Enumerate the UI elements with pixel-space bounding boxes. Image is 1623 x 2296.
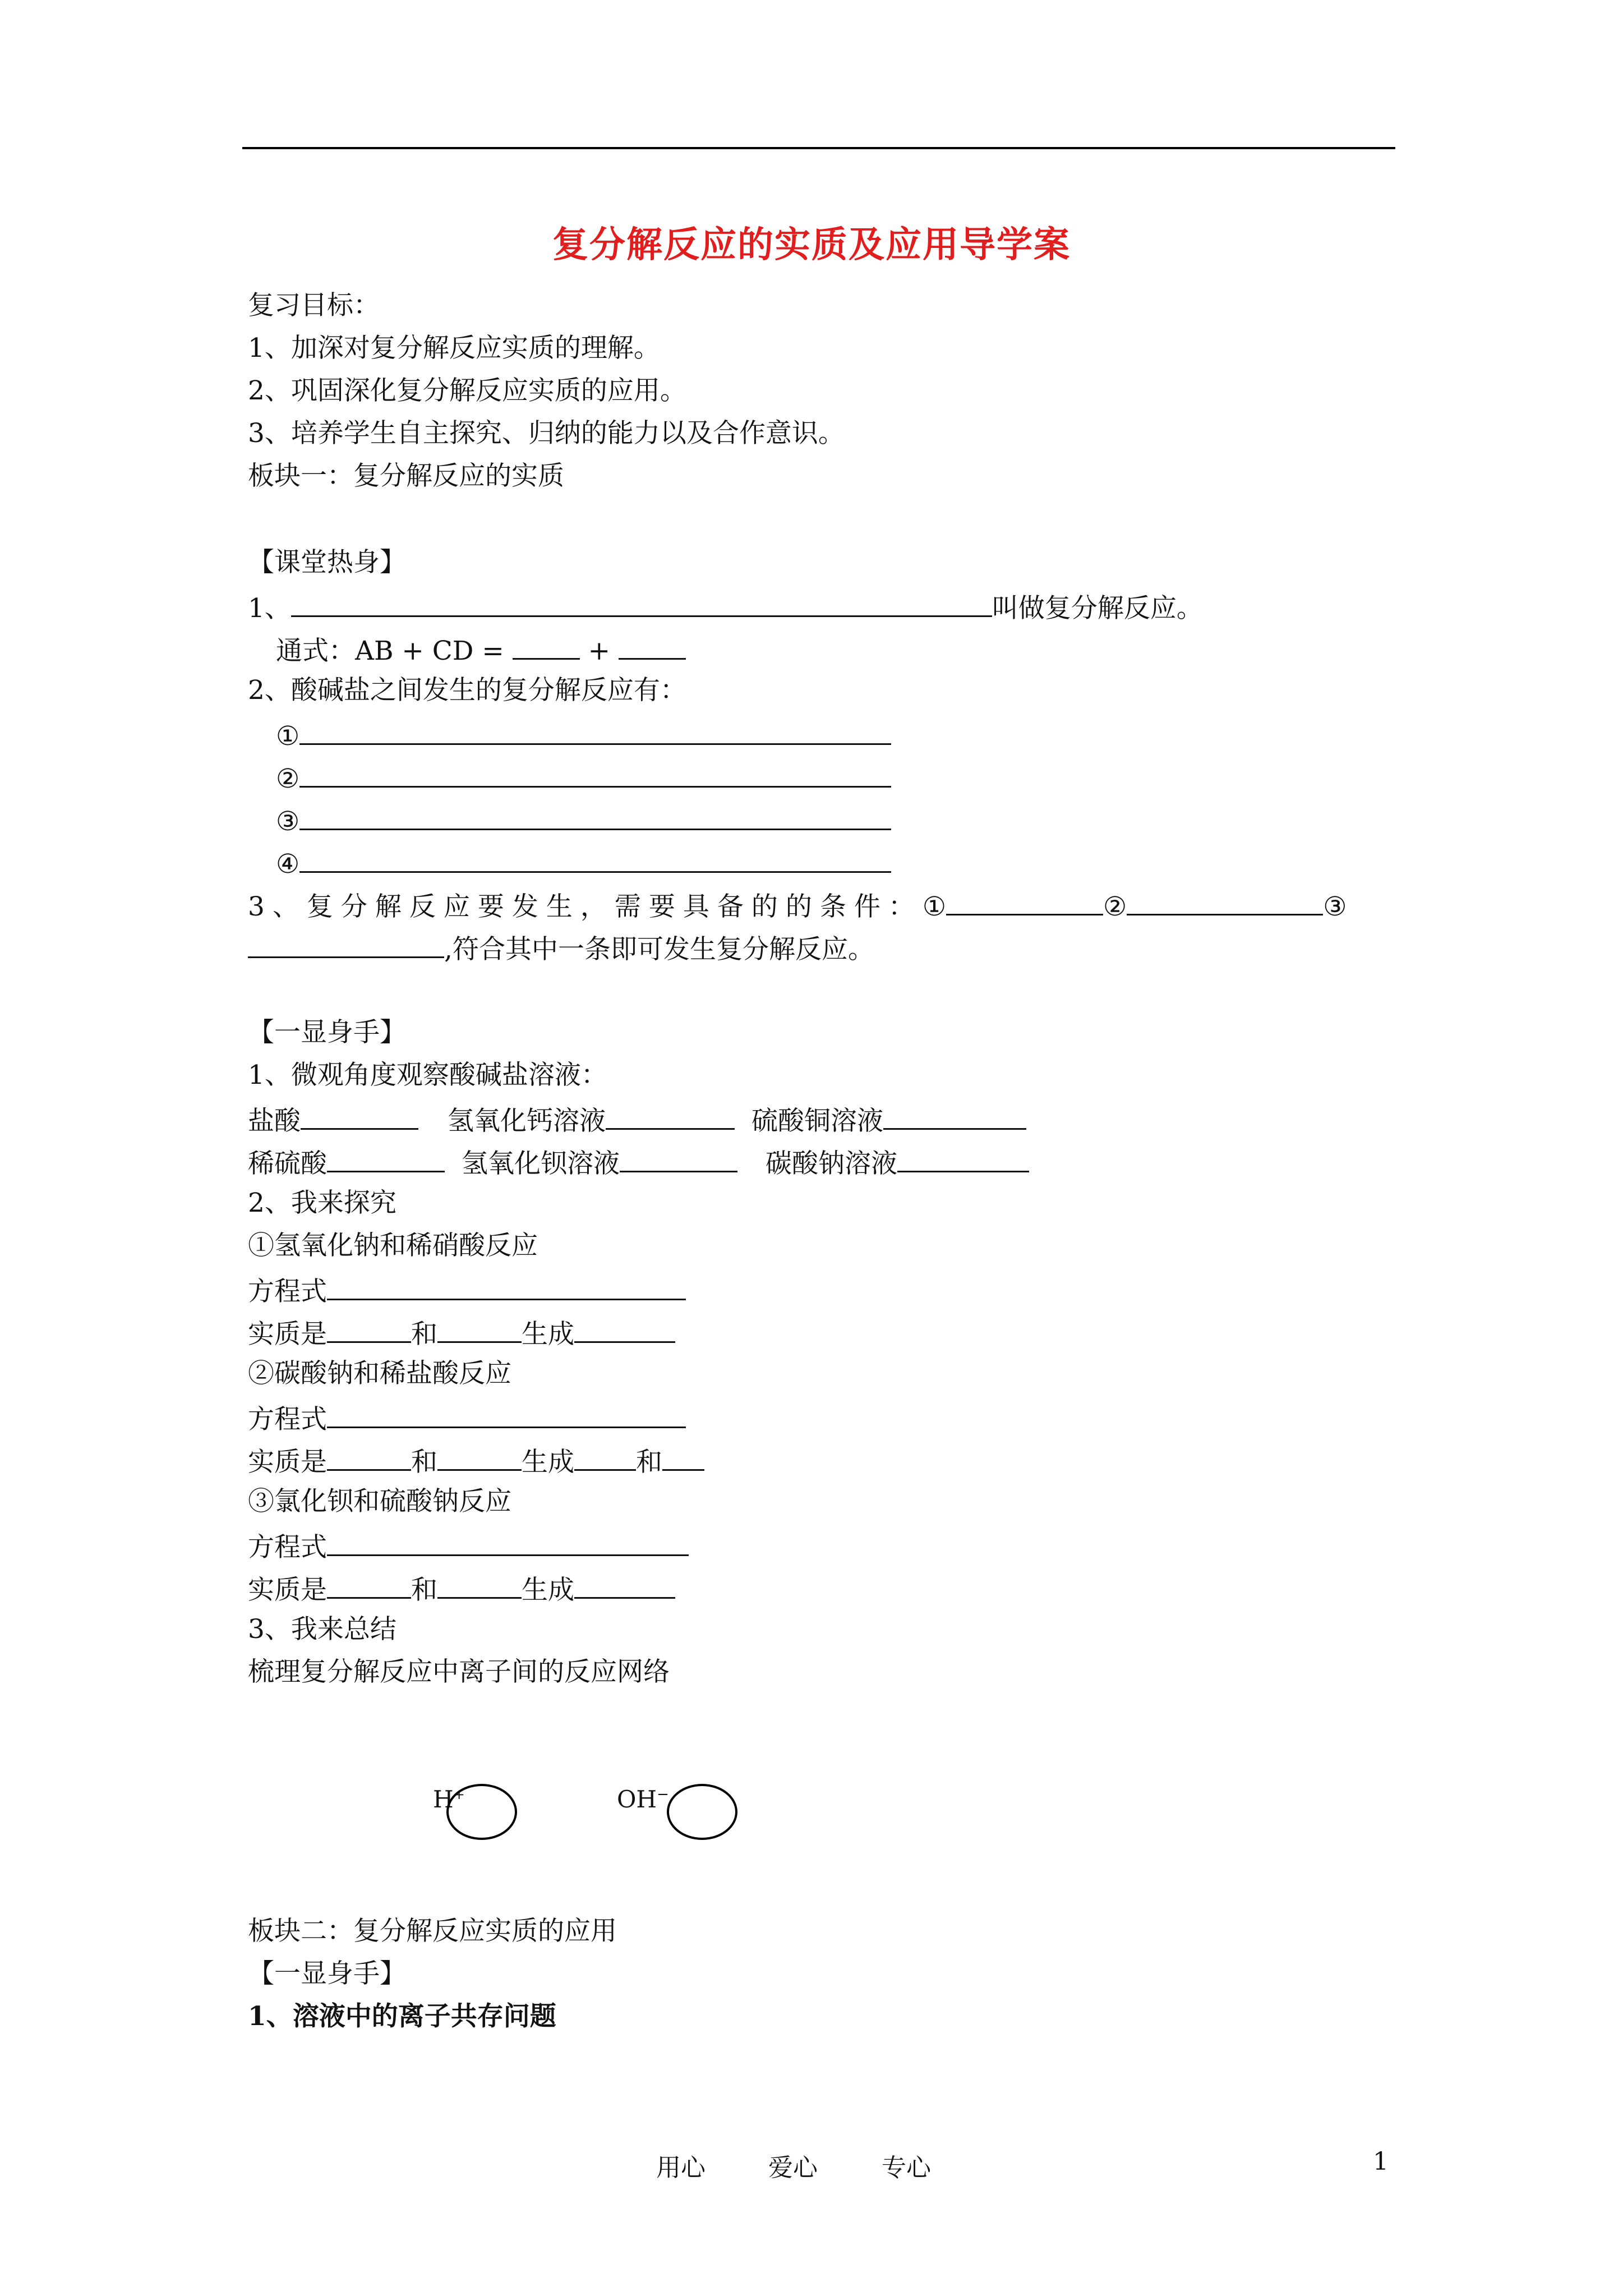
- equation-label: 方程式: [248, 1276, 327, 1307]
- formula-blank-1[interactable]: [513, 631, 580, 660]
- solution-caoh2: 氢氧化钙溶液: [448, 1106, 606, 1137]
- warmup-q3: [248, 887, 1347, 924]
- oh-ion-label: [617, 1786, 669, 1813]
- warmup-q2: 2、酸碱盐之间发生的复分解反应有：: [248, 675, 686, 706]
- produce-label: 生成: [522, 1319, 574, 1350]
- h-ion-symbol: H: [433, 1786, 454, 1813]
- show-q2: 2、我来探究: [248, 1188, 396, 1218]
- formula-blank-2[interactable]: [619, 631, 686, 660]
- solution-cuso4: 硫酸铜溶液: [751, 1106, 883, 1137]
- q3-prefix: 3、复分解反应要发生，需要具备的的条件：: [248, 891, 923, 922]
- reaction-blank-1[interactable]: [299, 716, 891, 745]
- reaction-line-1: [276, 716, 891, 753]
- condition-blank-2[interactable]: [1127, 887, 1323, 915]
- blank-baoh2[interactable]: [620, 1144, 737, 1172]
- show-q1: 1、微观角度观察酸碱盐溶液：: [248, 1060, 607, 1091]
- definition-blank[interactable]: [291, 588, 992, 617]
- and-label: 和: [411, 1575, 437, 1605]
- oh-ion-oval: [667, 1784, 737, 1840]
- goal-item-3: 3、培养学生自主探究、归纳的能力以及合作意识。: [248, 418, 845, 449]
- h-ion-charge: +: [453, 1787, 465, 1802]
- footer-word-2: 爱心: [768, 2154, 818, 2182]
- q3-suffix: ,符合其中一条即可发生复分解反应。: [444, 934, 874, 965]
- exp1-ion-blank-1[interactable]: [327, 1314, 411, 1343]
- reaction-blank-3[interactable]: [299, 802, 891, 830]
- footer-word-3: 专心: [882, 2154, 931, 2182]
- solutions-row-1: [248, 1101, 1026, 1138]
- condition-mark-2: ②: [1103, 891, 1127, 922]
- exp2-essence: [248, 1442, 704, 1479]
- and-label: 和: [636, 1447, 662, 1478]
- formula-plus: +: [579, 636, 619, 666]
- blank-cuso4[interactable]: [883, 1101, 1026, 1130]
- formula-prefix: 通式：AB + CD =: [276, 636, 513, 666]
- produce-label: 生成: [522, 1447, 574, 1478]
- exp1-essence: [248, 1314, 675, 1351]
- q1-number: 1、: [248, 593, 291, 624]
- exp2-product-blank-2[interactable]: [662, 1442, 704, 1471]
- exp3-essence: [248, 1570, 675, 1607]
- blank-h2so4[interactable]: [327, 1144, 445, 1172]
- exp2-ion-blank-1[interactable]: [327, 1442, 411, 1471]
- condition-blank-3[interactable]: [248, 930, 444, 958]
- module2-q1: 1、溶液中的离子共存问题: [248, 2001, 556, 2032]
- show-heading: 【一显身手】: [248, 1017, 406, 1048]
- reaction-line-4: [276, 844, 891, 881]
- solution-hcl: 盐酸: [248, 1106, 301, 1137]
- equation-label: 方程式: [248, 1404, 327, 1435]
- oh-ion-symbol: OH: [617, 1786, 657, 1813]
- footer-word-1: 用心: [656, 2154, 706, 2182]
- exp3-ion-blank-1[interactable]: [327, 1570, 411, 1599]
- blank-na2co3[interactable]: [897, 1144, 1029, 1172]
- reaction-blank-2[interactable]: [299, 759, 891, 788]
- exp2-ion-blank-2[interactable]: [437, 1442, 522, 1471]
- experiment-1: ①氢氧化钠和稀硝酸反应: [248, 1230, 538, 1261]
- exp2-equation: [248, 1400, 686, 1437]
- essence-label: 实质是: [248, 1447, 327, 1478]
- show-q3: 3、我来总结: [248, 1614, 396, 1645]
- exp1-ion-blank-2[interactable]: [437, 1314, 522, 1343]
- condition-blank-1[interactable]: [946, 887, 1103, 915]
- experiment-2: ②碳酸钠和稀盐酸反应: [248, 1358, 511, 1389]
- equation-label: 方程式: [248, 1532, 327, 1563]
- solution-baoh2: 氢氧化钡溶液: [462, 1148, 620, 1179]
- reaction-line-3: [276, 802, 891, 839]
- module2-show-heading: 【一显身手】: [248, 1958, 406, 1989]
- solutions-row-2: [248, 1144, 1029, 1181]
- essence-label: 实质是: [248, 1319, 327, 1350]
- and-label: 和: [411, 1319, 437, 1350]
- h-ion-oval: [446, 1784, 517, 1840]
- general-formula: [276, 631, 686, 668]
- condition-mark-3: ③: [1323, 891, 1347, 922]
- exp3-ion-blank-2[interactable]: [437, 1570, 522, 1599]
- reaction-blank-4[interactable]: [299, 844, 891, 873]
- q1-suffix: 叫做复分解反应。: [992, 593, 1203, 624]
- circled-number-3: ③: [276, 806, 300, 837]
- warmup-q3-cont: [248, 930, 874, 967]
- essence-label: 实质是: [248, 1575, 327, 1605]
- exp2-product-blank-1[interactable]: [574, 1442, 636, 1471]
- exp1-equation-blank[interactable]: [327, 1272, 686, 1300]
- oh-ion-charge: −: [657, 1786, 669, 1803]
- module2-heading: 板块二：复分解反应实质的应用: [248, 1916, 617, 1947]
- goal-item-2: 2、巩固深化复分解反应实质的应用。: [248, 375, 686, 406]
- network-instruction: 梳理复分解反应中离子间的反应网络: [248, 1657, 670, 1687]
- exp1-equation: [248, 1272, 686, 1309]
- exp1-product-blank[interactable]: [574, 1314, 675, 1343]
- module1-heading: 板块一：复分解反应的实质: [248, 461, 564, 491]
- and-label: 和: [411, 1447, 437, 1478]
- goals-heading: 复习目标：: [248, 290, 380, 321]
- reaction-line-2: [276, 759, 891, 796]
- header-rule: [242, 147, 1395, 149]
- warmup-q1: [248, 588, 1203, 625]
- circled-number-2: ②: [276, 763, 300, 794]
- produce-label: 生成: [522, 1575, 574, 1605]
- experiment-3: ③氯化钡和硫酸钠反应: [248, 1486, 511, 1517]
- solution-na2co3: 碳酸钠溶液: [766, 1148, 897, 1179]
- blank-caoh2[interactable]: [606, 1101, 735, 1130]
- page-number: 1: [1373, 2147, 1389, 2176]
- goal-item-1: 1、加深对复分解反应实质的理解。: [248, 333, 660, 364]
- circled-number-1: ①: [276, 721, 300, 752]
- solution-h2so4: 稀硫酸: [248, 1148, 327, 1179]
- exp3-equation: [248, 1527, 689, 1565]
- condition-mark-1: ①: [922, 891, 947, 922]
- exp2-equation-blank[interactable]: [327, 1400, 686, 1428]
- blank-hcl[interactable]: [301, 1101, 418, 1130]
- exp3-product-blank[interactable]: [574, 1570, 675, 1599]
- warmup-heading: 【课堂热身】: [248, 547, 406, 578]
- page-title: 复分解反应的实质及应用导学案: [552, 224, 1071, 266]
- exp3-equation-blank[interactable]: [327, 1527, 689, 1556]
- circled-number-4: ④: [276, 849, 300, 880]
